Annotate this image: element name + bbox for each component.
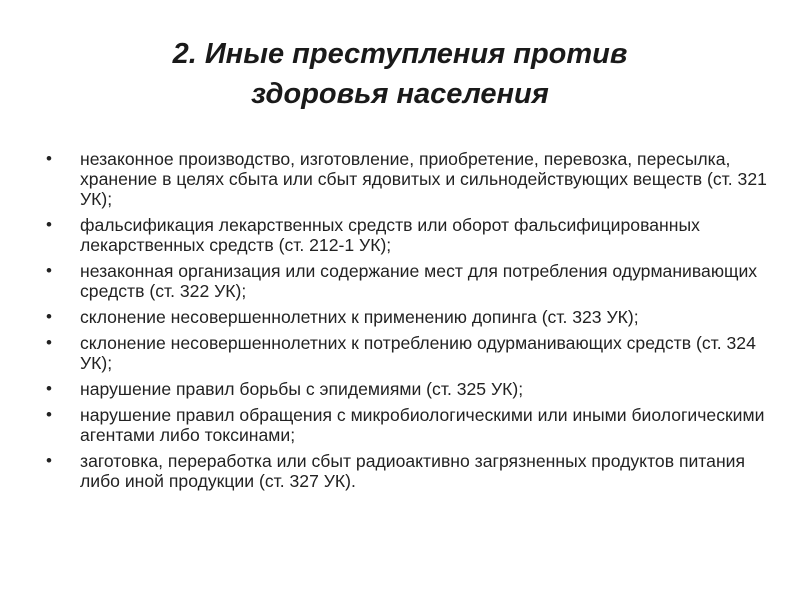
list-item-text: заготовка, переработка или сбыт радиоактивно загрязненных продуктов питания либо иной продукции (ст. 327 УК).	[80, 451, 746, 491]
bullet-icon: •	[46, 307, 52, 326]
list-item-text: склонение несовершеннолетних к потреблению одурманивающих средств (ст. 324 УК);	[80, 333, 756, 373]
list-item	[44, 333, 774, 373]
list-item	[44, 215, 774, 255]
bullet-icon: •	[46, 333, 52, 352]
slide-title-line-2: здоровья населения	[251, 78, 549, 110]
list-item-text: нарушение правил борьбы с эпидемиями (ст. 325 УК);	[80, 379, 524, 399]
slide-title	[60, 34, 740, 114]
bullet-icon: •	[46, 215, 52, 234]
list-item-text: фальсификация лекарственных средств или оборот фальсифицированных лекарственных средств (ст. 212-1 УК);	[80, 215, 700, 255]
list-item-text: нарушение правил обращения с микробиологическими или иными биологическими агентами либо токсинами;	[80, 405, 765, 445]
list-item-text: склонение несовершеннолетних к применению допинга (ст. 323 УК);	[80, 307, 639, 327]
bullet-icon: •	[46, 261, 52, 280]
list-item	[44, 307, 774, 327]
list-item	[44, 451, 774, 491]
list-item	[44, 379, 774, 399]
list-item	[44, 149, 774, 209]
bullet-icon: •	[46, 379, 52, 398]
list-item	[44, 405, 774, 445]
bullet-icon: •	[46, 405, 52, 424]
list-item-text: незаконное производство, изготовление, приобретение, перевозка, пересылка, хранение в целях сбыта или сбыт ядовитых и сильнодействующих веществ (ст. 321 УК);	[80, 149, 767, 209]
list-item-text: незаконная организация или содержание мест для потребления одурманивающих средств (ст. 322 УК);	[80, 261, 758, 301]
bullet-list	[44, 149, 774, 497]
slide-title-line-1: 2. Иные преступления против	[172, 38, 628, 70]
bullet-icon: •	[46, 149, 52, 168]
list-item	[44, 261, 774, 301]
bullet-icon: •	[46, 451, 52, 470]
